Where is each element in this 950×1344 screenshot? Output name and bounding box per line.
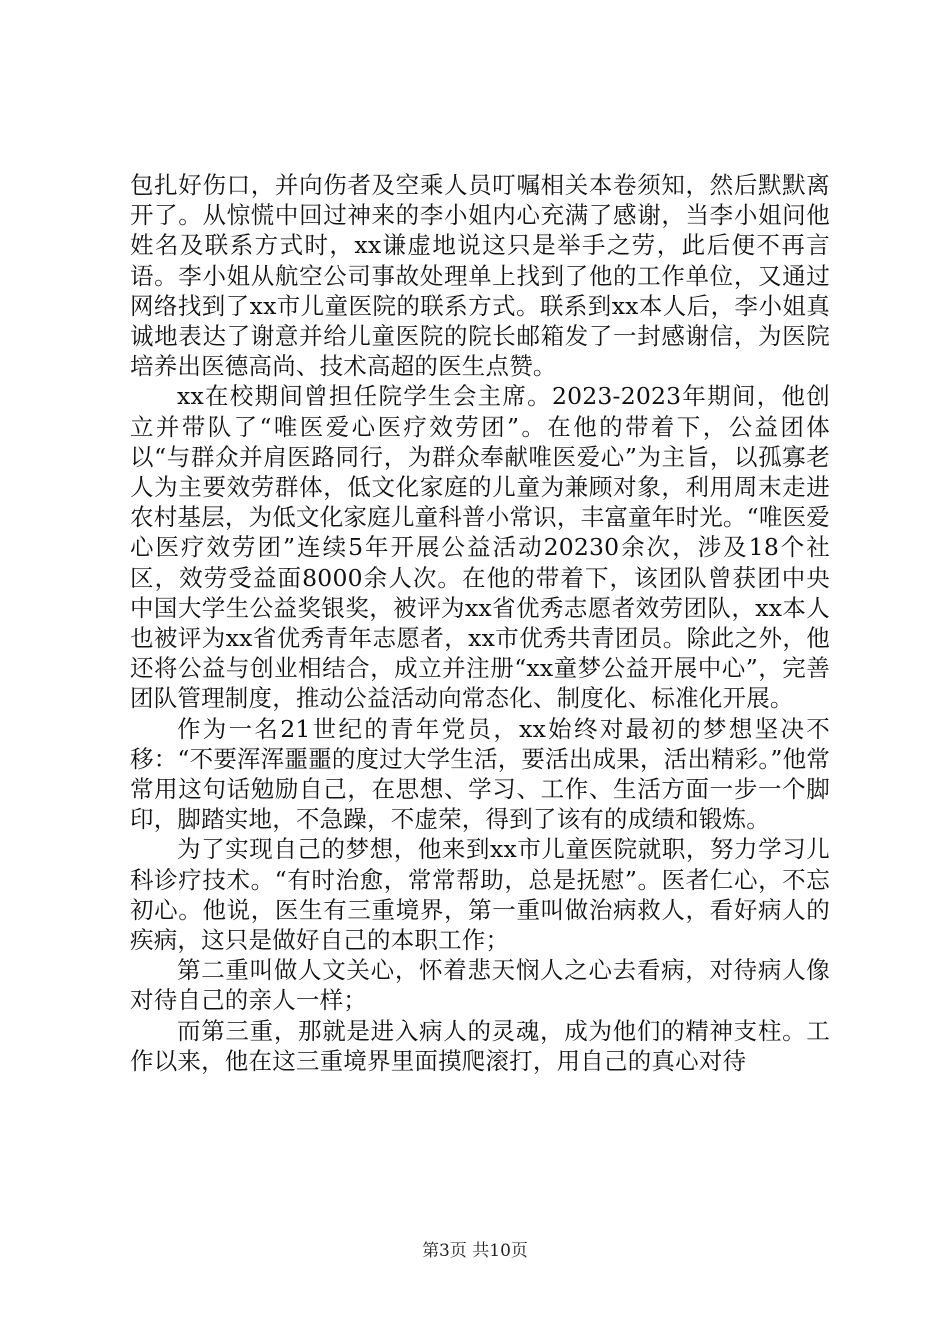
paragraph-1: 包扎好伤口，并向伤者及空乘人员叮嘱相关本卷须知，然后默默离开了。从惊慌中回过神来的李小姐内心充满了感谢，当李小姐问他姓名及联系方式时，xx谦虚地说这只是举手之劳，此后便不再言语。李小姐从航空公司事故处理单上找到了他的工作单位，又通过网络找到了xx市儿童医院的联系方式。联系到xx本人后，李小姐真诚地表达了谢意并给儿童医院的院长邮箱发了一封感谢信，为医院培养出医德高尚、技术高超的医生点赞。	[130, 171, 830, 381]
paragraph-6: 而第三重，那就是进入病人的灵魂，成为他们的精神支柱。工作以来，他在这三重境界里面摸爬滚打，用自己的真心对待	[130, 1016, 830, 1075]
paragraph-5: 第二重叫做人文关心，怀着悲天悯人之心去看病，对待病人像对待自己的亲人一样；	[130, 956, 830, 1015]
paragraph-4: 为了实现自己的梦想，他来到xx市儿童医院就职，努力学习儿科诊疗技术。“有时治愈，常常帮助，总是抚慰”。医者仁心，不忘初心。他说，医生有三重境界，第一重叫做治病救人，看好病人的疾病，这只是做好自己的本职工作；	[130, 835, 830, 955]
paragraph-2: xx在校期间曾担任院学生会主席。2023-2023年期间，他创立并带队了“唯医爱心医疗效劳团”。在他的带着下，公益团体以“与群众并肩医路同行，为群众奉献唯医爱心”为主旨，以孤寡老人为主要效劳群体，低文化家庭的儿童为兼顾对象，利用周末走进农村基层，为低文化家庭儿童科普小常识，丰富童年时光。“唯医爱心医疗效劳团”连续5年开展公益活动20230余次，涉及18个社区，效劳受益面8000余人次。在他的带着下，该团队曾获团中央中国大学生公益奖银奖，被评为xx省优秀志愿者效劳团队，xx本人也被评为xx省优秀青年志愿者，xx市优秀共青团员。除此之外，他还将公益与创业相结合，成立并注册“xx童梦公益开展中心”，完善团队管理制度，推动公益活动向常态化、制度化、标准化开展。	[130, 382, 830, 713]
document-body	[130, 170, 830, 1076]
page-number-footer: 第3页 共10页	[422, 1241, 528, 1261]
paragraph-3: 作为一名21世纪的青年党员，xx始终对最初的梦想坚决不移：“不要浑浑噩噩的度过大学生活，要活出成果，活出精彩。”他常常用这句话勉励自己，在思想、学习、工作、生活方面一步一个脚印，脚踏实地，不急躁，不虚荣，得到了该有的成绩和锻炼。	[130, 714, 830, 834]
